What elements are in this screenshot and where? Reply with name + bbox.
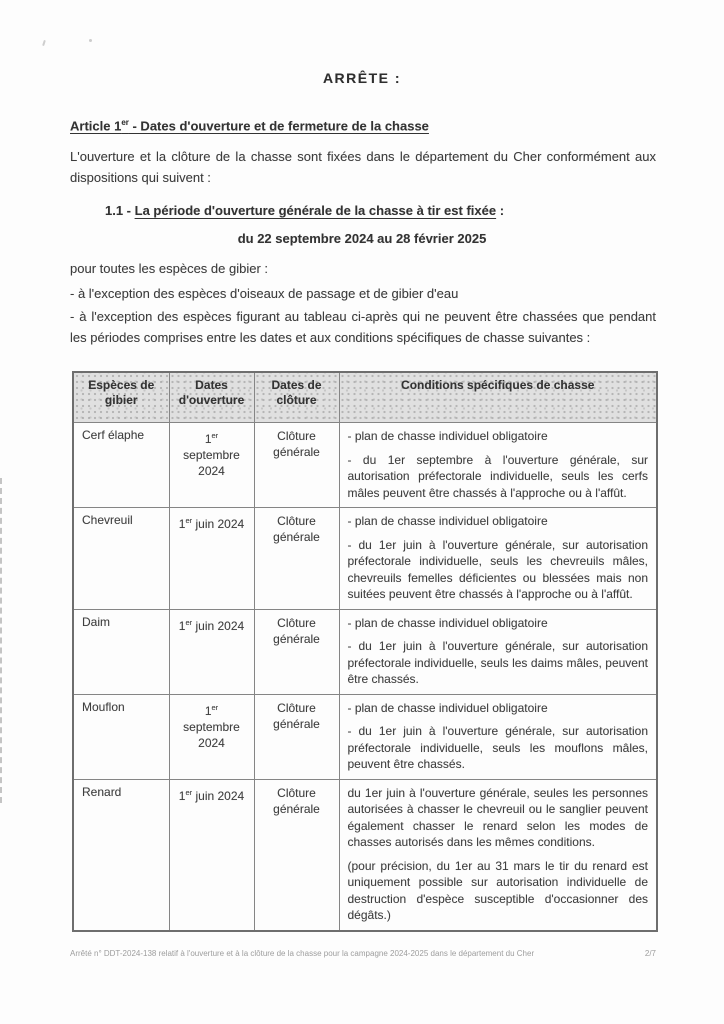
table-row-chevreuil bbox=[73, 508, 657, 610]
opening-day: 1 bbox=[178, 788, 186, 803]
page-number: 2/7 bbox=[644, 949, 656, 958]
opening-date-cell bbox=[169, 609, 254, 694]
condition-paragraph: - du 1er juin à l'ouverture générale, sur autorisation préfectorale individuelle, seuls les chevreuils mâles, chevreuils femelles déficientes ou blessées mais non suitées peuvent être chassés à l'approche ou à l'affût. bbox=[347, 537, 648, 601]
opening-month-year: juin 2024 bbox=[192, 517, 245, 531]
conditions-cell bbox=[339, 694, 657, 779]
species-table-container bbox=[72, 371, 658, 932]
condition-paragraph: (pour précision, du 1er au 31 mars le tir du renard est uniquement possible sur autorisation individuelle de destruction d'espèce susceptible d'occasionner des dégâts.) bbox=[347, 858, 648, 922]
species-cell: Chevreuil bbox=[73, 508, 169, 610]
opening-month-year: juin 2024 bbox=[192, 788, 245, 803]
condition-paragraph: - plan de chasse individuel obligatoire bbox=[347, 514, 548, 528]
condition-paragraph: - plan de chasse individuel obligatoire bbox=[347, 615, 548, 630]
opening-date-cell bbox=[169, 508, 254, 610]
table-header-row bbox=[73, 372, 657, 423]
opening-month-year: juin 2024 bbox=[192, 618, 245, 633]
condition-paragraph: - du 1er septembre à l'ouverture générale, sur autorisation préfectorale individuelle, seuls les cerfs mâles peuvent être chassés à l'approche ou à l'affût. bbox=[347, 452, 648, 500]
section-1-1-title: La période d'ouverture générale de la chasse à tir est fixée bbox=[134, 203, 497, 218]
article-1-heading bbox=[70, 118, 429, 133]
species-cell: Daim bbox=[73, 609, 169, 694]
opening-date-cell bbox=[169, 423, 254, 508]
intro-paragraph: L'ouverture et la clôture de la chasse sont fixées dans le département du Cher conformément aux dispositions qui suivent : bbox=[70, 149, 656, 185]
condition-paragraph: - plan de chasse individuel obligatoire bbox=[347, 429, 548, 443]
opening-day: 1 bbox=[204, 432, 212, 446]
species-table bbox=[72, 371, 658, 932]
conditions-cell bbox=[339, 508, 657, 610]
condition-paragraph: du 1er juin à l'ouverture générale, seules les personnes autorisées à chasser le chevreuil ou le sanglier peuvent également chasser le renard selon les modes de chasses autorisés dans les mêmes conditions. bbox=[347, 785, 648, 849]
opening-day: 1 bbox=[178, 618, 186, 633]
header-conditions-specifiques: Conditions spécifiques de chasse bbox=[339, 372, 657, 423]
scan-speck-artifact bbox=[42, 40, 46, 46]
exception-oiseaux-line: - à l'exception des espèces d'oiseaux de passage et de gibier d'eau bbox=[70, 286, 459, 301]
opening-ordinal: er bbox=[211, 431, 219, 440]
article-1-label: Article 1 bbox=[70, 118, 122, 134]
species-cell: Renard bbox=[73, 779, 169, 931]
closure-cell: Clôture générale bbox=[254, 694, 339, 779]
header-especes-de-gibier: Espèces de gibier bbox=[73, 372, 169, 423]
exception-tableau-paragraph: - à l'exception des espèces figurant au tableau ci-après qui ne peuvent être chassées que pendant les périodes comprises entre les dates et aux conditions spécifiques de chasse suivantes : bbox=[70, 309, 656, 345]
closure-cell: Clôture générale bbox=[254, 508, 339, 610]
section-1-1-colon: : bbox=[496, 203, 505, 218]
page-footer bbox=[70, 949, 656, 958]
table-row-daim bbox=[73, 609, 657, 694]
opening-ordinal: er bbox=[185, 787, 193, 797]
closure-cell: Clôture générale bbox=[254, 423, 339, 508]
section-1-1-heading bbox=[105, 203, 504, 218]
opening-ordinal: er bbox=[211, 702, 219, 712]
scope-line: pour toutes les espèces de gibier : bbox=[70, 261, 269, 276]
opening-ordinal: er bbox=[185, 617, 193, 627]
scan-edge-artifact bbox=[0, 478, 2, 803]
header-dates-cloture: Dates de clôture bbox=[254, 372, 339, 423]
closure-cell: Clôture générale bbox=[254, 609, 339, 694]
species-cell: Mouflon bbox=[73, 694, 169, 779]
conditions-cell bbox=[339, 423, 657, 508]
opening-date-cell bbox=[169, 694, 254, 779]
article-1-superscript: er bbox=[121, 118, 129, 127]
condition-paragraph: - du 1er juin à l'ouverture générale, sur autorisation préfectorale individuelle, seuls les mouflons mâles, peuvent être chassés. bbox=[347, 724, 648, 771]
section-1-1-number: 1.1 - bbox=[105, 203, 135, 218]
opening-month-year: septembre 2024 bbox=[183, 448, 240, 478]
species-cell: Cerf élaphe bbox=[73, 423, 169, 508]
opening-day: 1 bbox=[178, 517, 186, 531]
opening-ordinal: er bbox=[185, 516, 193, 525]
conditions-cell bbox=[339, 779, 657, 931]
document-title: ARRÊTE : bbox=[322, 70, 402, 86]
table-row-mouflon bbox=[73, 694, 657, 779]
opening-month-year: septembre 2024 bbox=[183, 719, 240, 750]
article-1-title: - Dates d'ouverture et de fermeture de la chasse bbox=[128, 118, 429, 134]
condition-paragraph: - plan de chasse individuel obligatoire bbox=[347, 700, 548, 715]
table-row-cerf-elaphe bbox=[73, 423, 657, 508]
scan-speck-artifact bbox=[89, 39, 92, 42]
condition-paragraph: - du 1er juin à l'ouverture générale, sur autorisation préfectorale individuelle, seuls les daims mâles, peuvent être chassés. bbox=[347, 639, 648, 686]
header-dates-ouverture: Dates d'ouverture bbox=[169, 372, 254, 423]
closure-cell: Clôture générale bbox=[254, 779, 339, 931]
opening-date-cell bbox=[169, 779, 254, 931]
conditions-cell bbox=[339, 609, 657, 694]
footer-reference: Arrêté n° DDT-2024-138 relatif à l'ouverture et à la clôture de la chasse pour la campagne 2024-2025 dans le département du Cher bbox=[70, 949, 535, 958]
general-opening-period: du 22 septembre 2024 au 28 février 2025 bbox=[237, 231, 487, 246]
table-row-renard bbox=[73, 779, 657, 931]
opening-day: 1 bbox=[204, 703, 212, 718]
